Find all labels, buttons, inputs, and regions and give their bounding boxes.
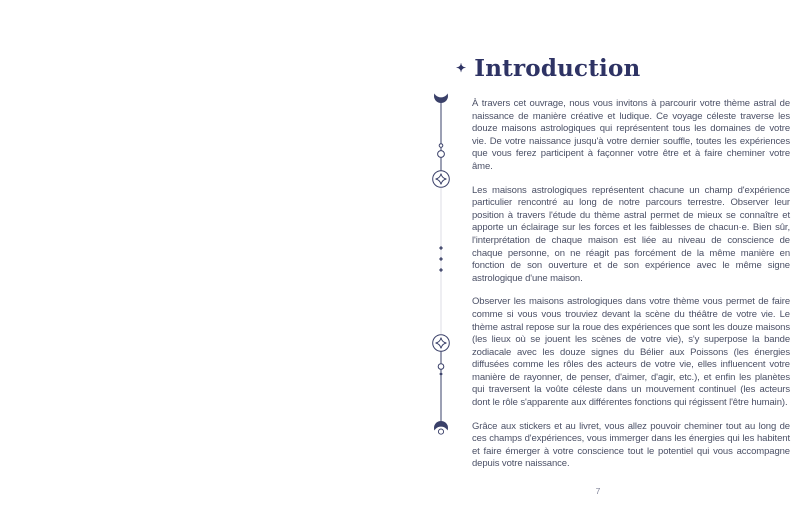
diamond-dots-icon [439, 246, 443, 272]
paragraph-1: À travers cet ouvrage, nous vous invitons à parcourir votre thème astral de naissance de manière créative et ludique. Ce voyage céleste traverse les douze maisons astrologiques qui représentent tous les domaines de votre vie. De votre naissance jusqu'à votre dernier souffle, toutes les expériences que vous ferez participent à façonner votre être et à faire cheminer votre âme. [472, 98, 790, 172]
sparkle-circle-icon [433, 335, 450, 352]
body-text-column [472, 98, 790, 482]
page-title [456, 55, 640, 82]
celestial-divider-ornament [426, 86, 456, 442]
crescent-moon-up-icon [433, 86, 448, 103]
tiny-diamond-icon [439, 372, 443, 376]
star-marker-icon: ✦ [456, 61, 467, 75]
paragraph-3: Observer les maisons astrologiques dans votre thème vous permet de faire comme si vous vous trouviez devant la scène du théâtre de votre vie. Le thème astral repose sur la roue des expériences que sont les douze maisons (les lieux où se jouent les scènes de votre vie), s'y superpose la bande zodiacale avec les douze signes du Bélier aux Poissons (les énergies diffusées comme les rôles des acteurs de votre vie, elles influencent votre manière de rayonner, de penser, d'aimer, d'agir, etc.), et enfin les planètes qui traversent la voûte céleste dans un mouvement continuel (les acteurs dont le rôle s'apparente aux différentes fonctions qui régissent l'être humain). [472, 296, 790, 409]
small-circle-icon [438, 151, 445, 158]
small-circle-icon [438, 364, 444, 370]
sparkle-circle-icon [433, 171, 450, 188]
paragraph-2: Les maisons astrologiques représentent chacune un champ d'expérience particulier rencontré au long de notre parcours terrestre. Observer leur position à travers l'étude du thème astral permet de mieux se connaître et apporte un éclairage sur les forces et les faiblesses de chacun·e. Bien sûr, l'interprétation de chaque maison est liée au niveau de conscience de chaque personne, on ne réagit pas forcément de la même manière en fonction de son ouverture et de son expérience avec le même signe astrologique d'une maison. [472, 184, 790, 284]
page-title-text: Introduction [474, 55, 641, 82]
page-right [400, 0, 800, 514]
small-bead-icon [439, 144, 443, 148]
paragraph-4: Grâce aux stickers et au livret, vous allez pouvoir cheminer tout au long de ces champs d'expériences, vous immerger dans les énergies qui les habitent et faire émerger à votre conscience tout le potentiel qui vous accompagne depuis votre naissance. [472, 420, 790, 470]
page-number: 7 [595, 486, 601, 496]
crescent-moon-down-icon [433, 421, 448, 442]
